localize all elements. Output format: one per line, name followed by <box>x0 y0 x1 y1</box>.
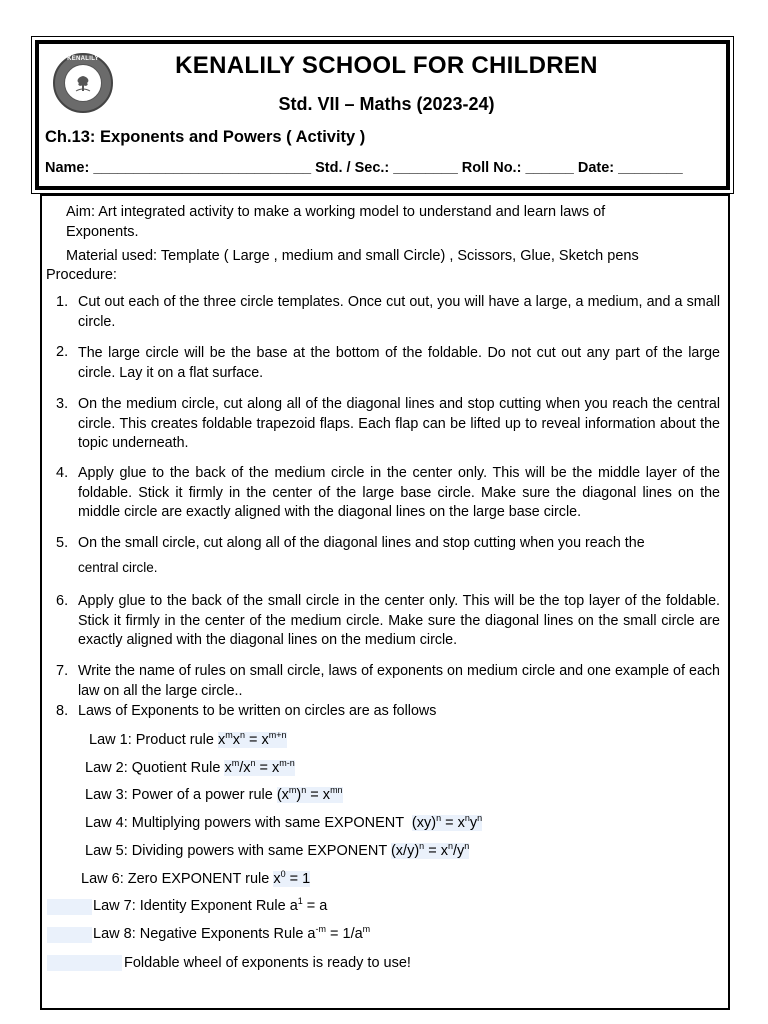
law-5 <box>85 843 469 859</box>
step-text: Apply glue to the back of the small circle in the center only. This will be the top layer of the foldable. Stick it firmly in the center of the medium circle. Make sure the diagonal lines on the small circle are exactly aligned with the diagonal lines on the medium circle. <box>78 593 720 648</box>
step-text: Laws of Exponents to be written on circles are as follows <box>78 703 437 719</box>
law-1 <box>89 732 287 748</box>
closing-text: Foldable wheel of exponents is ready to use! <box>124 955 411 971</box>
aim-line-2: Exponents. <box>66 223 139 240</box>
highlight-bar <box>47 927 92 943</box>
law-5-formula: $(x/y)^n = x^n/y^n$ <box>390 841 470 859</box>
step-number: 2. <box>56 344 69 360</box>
step-number: 4. <box>56 465 69 481</box>
material-text: Material used: Template ( Large , medium and small Circle) , Scissors, Glue, Sketch pens <box>66 248 639 264</box>
law-8-label: Law 8: Negative Exponents Rule <box>93 926 308 942</box>
law-7 <box>93 898 327 914</box>
law-5-label: Law 5: Dividing powers with same EXPONENT <box>85 843 391 859</box>
procedure-label: Procedure: <box>46 267 117 283</box>
law-1-formula: $x^mx^n = x^{m+n}$ <box>217 730 287 748</box>
law-8-formula: $a^{-m} = 1/a^m$ <box>307 924 371 942</box>
law-7-label: Law 7: Identity Exponent Rule <box>93 898 290 914</box>
law-2-formula: $x^m/x^n = x^{m-n}$ <box>224 758 295 776</box>
aim-line-1: Aim: Art integrated activity to make a working model to understand and learn laws of <box>66 204 606 220</box>
law-6-formula: $x^0 = 1$ <box>273 869 311 887</box>
highlight-bar <box>47 899 92 915</box>
step-number: 7. <box>56 663 69 679</box>
logo-text: KENALILY <box>67 56 99 62</box>
highlight-bar <box>47 955 122 971</box>
header-box <box>35 40 730 190</box>
law-3 <box>85 787 343 803</box>
law-4-formula: $(xy)^n = x^ny^n$ <box>411 813 483 831</box>
law-3-label: Law 3: Power of a power rule <box>85 787 277 803</box>
step-text-line-2: central circle. <box>78 560 158 575</box>
step-text: The large circle will be the base at the bottom of the foldable. Do not cut out any part of the large circle. Lay it on a flat surface. <box>78 345 720 381</box>
law-6 <box>81 871 310 887</box>
step-text: On the medium circle, cut along all of the diagonal lines and stop cutting when you reach the central circle. This creates foldable trapezoid flaps. Each flap can be lifted up to reveal information about the topic underneath. <box>78 396 720 451</box>
law-1-label: Law 1: Product rule <box>89 732 218 748</box>
law-7-formula: $a^1 = a$ <box>289 896 328 914</box>
law-6-label: Law 6: Zero EXPONENT rule <box>81 871 274 887</box>
step-number: 8. <box>56 703 69 719</box>
class-subject-line: Std. VII – Maths (2023-24) <box>278 94 495 114</box>
law-2 <box>85 760 295 776</box>
step-text-line-1: On the small circle, cut along all of the diagonal lines and stop cutting when you reach the <box>78 535 645 551</box>
law-2-label: Law 2: Quotient Rule <box>85 760 225 776</box>
step-number: 1. <box>56 294 69 310</box>
step-text: Apply glue to the back of the medium circle in the center only. This will be the middle layer of the foldable. Stick it firmly in the center of the large base circle. Make sure the diagonal lines on the middle circle are exactly aligned with the diagonal lines on the large base circle. <box>78 465 720 520</box>
student-info-line: Name: ___________________________ Std. / Sec.: ________ Roll No.: ______ Date: ________ <box>45 160 683 176</box>
step-text: Write the name of rules on small circle, laws of exponents on medium circle and one example of each law on all the large circle.. <box>78 663 720 699</box>
law-3-formula: $(x^m)^n = x^{mn}$ <box>276 785 343 803</box>
step-text: Cut out each of the three circle templates. Once cut out, you will have a large, a medium, and a small circle. <box>78 294 720 330</box>
law-4-label: Law 4: Multiplying powers with same EXPONENT <box>85 815 412 831</box>
law-8 <box>93 926 370 942</box>
step-number: 3. <box>56 396 69 412</box>
step-number: 6. <box>56 593 69 609</box>
law-4 <box>85 815 482 831</box>
school-name: KENALILY SCHOOL FOR CHILDREN <box>175 52 598 79</box>
chapter-title: Ch.13: Exponents and Powers ( Activity ) <box>45 128 366 146</box>
step-number: 5. <box>56 535 69 551</box>
aim-text <box>66 203 726 242</box>
